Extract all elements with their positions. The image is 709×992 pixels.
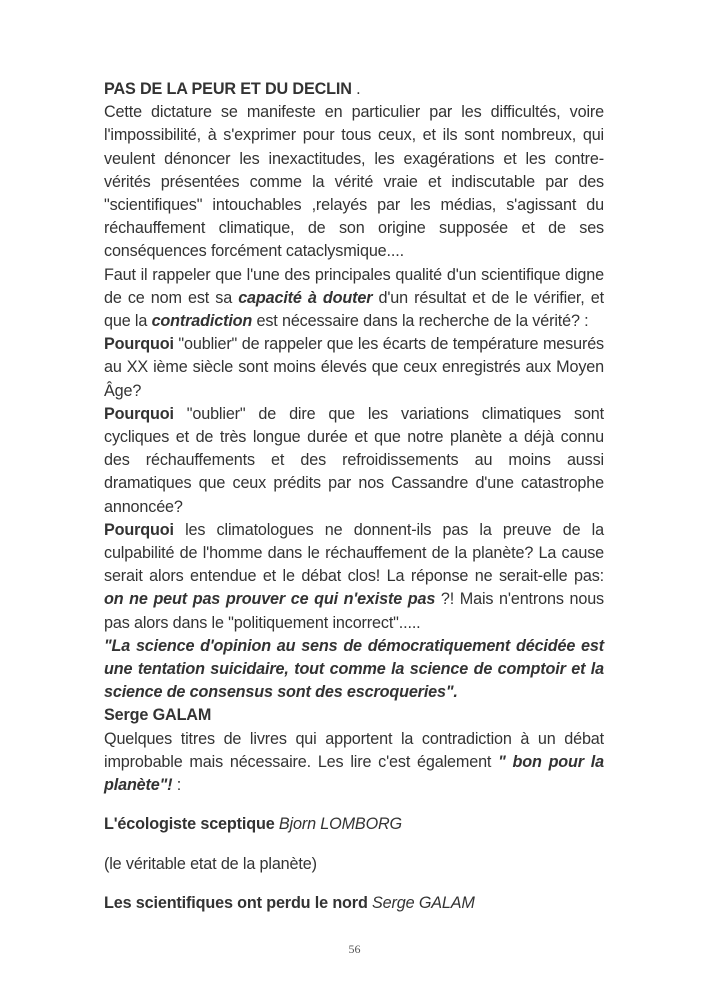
book-entry-1 [104,813,604,836]
q2-text: "oublier" de dire que les variations climatiques sont cycliques et de très longue durée et que notre planète a déjà connu des réchauffements et des refroidissements au moins aussi dramatiques que ceux prédits par nos Cassandre d'une catastrophe annoncée? [104,404,604,516]
p2-emphasis-contradiction: contradiction [151,312,253,331]
paragraph-pourquoi-1 [104,333,604,403]
q3-tail: ?! Mais n'entrons nous pas alors dans le "politiquement incorrect"..... [104,590,604,632]
books-intro-text: Quelques titres de livres qui apportent la contradiction à un débat improbable mais nécessaire. Les lire c'est également [104,729,604,771]
heading-tail: . [351,80,361,98]
paragraph-rappeler [104,264,604,334]
q2-lead: Pourquoi [104,404,174,423]
heading-text: PAS DE LA PEUR ET DU DECLIN [104,80,352,98]
books-emphasis: " bon pour la planète"! [104,752,604,795]
paragraph-dictature: Cette dictature se manifeste en particulier par les difficultés, voire l'impossibilité, à s'exprimer pour tous ceux, et ils sont nombreux, qui veulent dénoncer les inexactitudes, les exagérations et les contre-vérités présentées comme la vérité vraie et indiscutable par des "scientifiques" intouchables ,relayés par les médias, s'agissant du réchauffement climatique, de son origine supposée et de ses conséquences forcément cataclysmique.... [104,103,604,261]
q3-lead: Pourquoi [104,520,174,539]
books-intro-tail: : [172,776,182,795]
quote-author [104,704,604,727]
p2-text-c: est nécessaire dans la recherche de la vérité? : [252,312,589,331]
paragraph-pourquoi-2 [104,403,604,519]
book2-author: Serge GALAM [367,893,475,912]
p2-text-a: Faut il rappeler que l'une des principales qualité d'un scientifique digne de ce nom est sa [104,265,604,307]
book-entry-1-subtitle: (le véritable etat de la planète) [104,854,317,873]
q3-emphasis: on ne peut pas prouver ce qui n'existe pas [104,590,436,609]
body-text [104,78,604,915]
p2-text-b: d'un résultat et de le vérifier, et que la [104,288,604,331]
book1-author: Bjorn LOMBORG [274,815,402,834]
quote-text: "La science d'opinion au sens de démocratiquement décidée est une tentation suicidaire, tout comme la science de comptoir et la science de consensus sont des escroqueries". [104,636,604,702]
quote [104,635,604,705]
book1-title: L'écologiste sceptique [104,815,275,834]
author-name: Serge GALAM [104,706,212,725]
q1-text: "oublier" de rappeler que les écarts de température mesurés au XX ième siècle sont moins élevés que ceux enregistrés aux Moyen Âge? [104,335,604,400]
paragraph-livres [104,728,604,798]
book2-title: Les scientifiques ont perdu le nord [104,893,368,912]
p2-emphasis-douter: capacité à douter [238,288,373,307]
q3-text: les climatologues ne donnent-ils pas la preuve de la culpabilité de l'homme dans le réchauffement de la planète? La cause serait alors entendue et le débat clos! La réponse ne serait-elle pas: [104,520,604,586]
q1-lead: Pourquoi [104,335,174,354]
page-number: 56 [348,942,361,956]
section-heading [104,78,604,101]
paragraph-pourquoi-3 [104,519,604,635]
book-entry-2 [104,892,604,915]
